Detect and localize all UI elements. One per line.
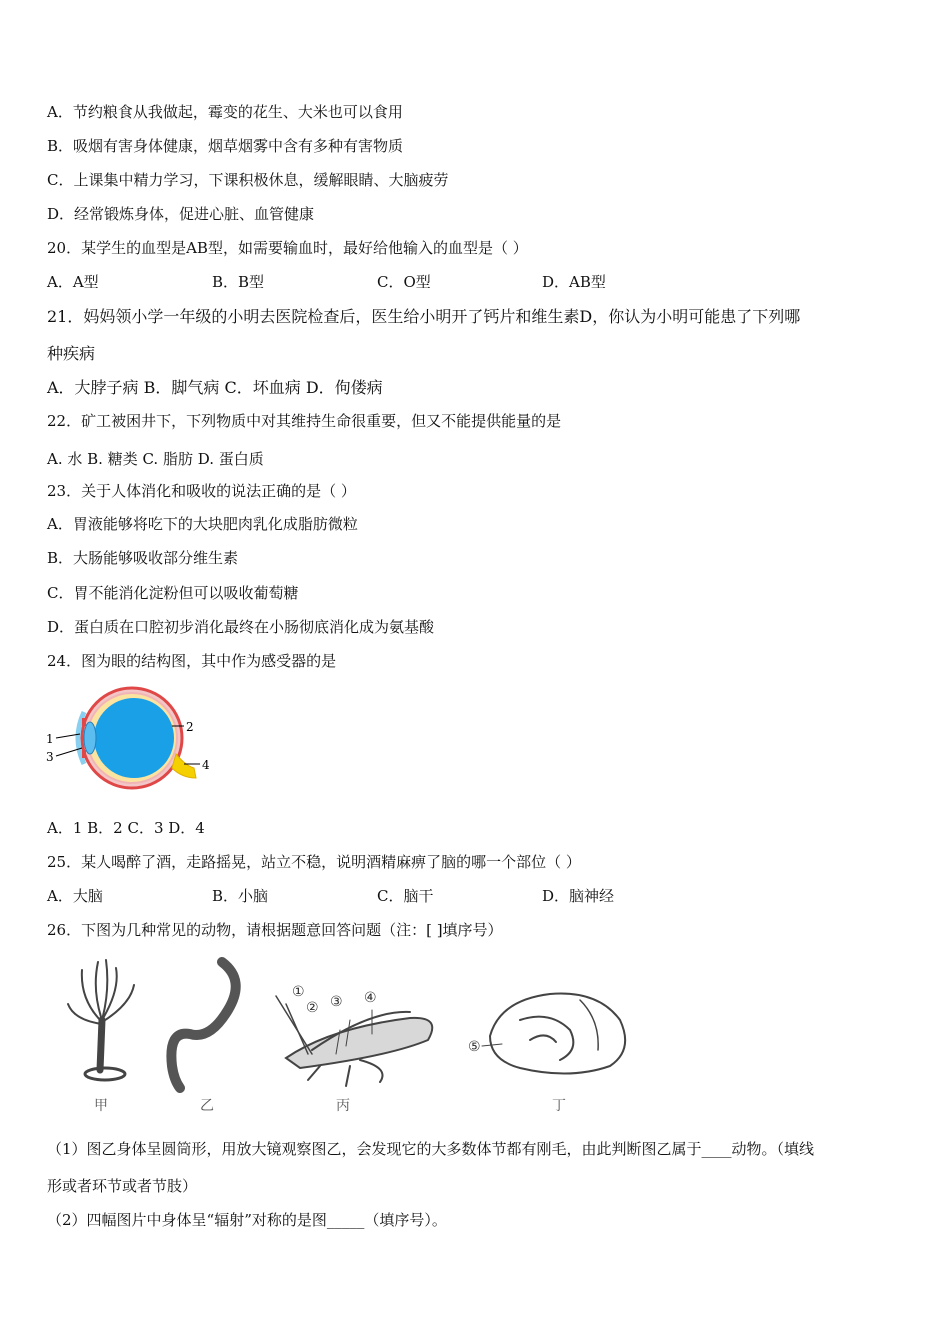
- q20-option-a: A．A型: [47, 273, 99, 291]
- grasshopper-label-3: ③: [330, 994, 343, 1010]
- q26-stem: 26．下图为几种常见的动物，请根据题意回答问题（注：[ ]填序号）: [47, 921, 503, 939]
- eye-lens: [84, 722, 96, 754]
- q20-stem: 20．某学生的血型是AB型，如需要输血时，最好给他输入的血型是（ ）: [47, 239, 528, 257]
- q25-option-b: B．小脑: [212, 887, 269, 905]
- eye-vitreous: [94, 698, 174, 778]
- animal-caption-yi: 乙: [200, 1098, 214, 1114]
- q23-option-b: B．大肠能够吸收部分维生素: [47, 549, 239, 567]
- q26-sub1-line2: 形或者环节或者节肢）: [47, 1177, 198, 1195]
- animal-caption-ding: 丁: [552, 1098, 566, 1114]
- q20-option-c: C．O型: [377, 273, 431, 291]
- animals-figure: [50, 950, 650, 1120]
- eye-label-3: 3: [46, 750, 54, 764]
- earthworm-drawing: [171, 962, 235, 1088]
- grasshopper-label-1: ①: [292, 984, 305, 1000]
- q21-options: A．大脖子病 B．脚气病 C．坏血病 D．佝偻病: [47, 378, 383, 397]
- eye-optic-nerve: [172, 754, 196, 778]
- q25-stem: 25．某人喝醉了酒，走路摇晃，站立不稳，说明酒精麻痹了脑的哪一个部位（ ）: [47, 853, 581, 871]
- snail-label-5: ⑤: [468, 1039, 481, 1055]
- q20-option-d: D．AB型: [542, 273, 606, 291]
- animal-caption-bing: 丙: [336, 1098, 350, 1114]
- q26-sub1-line1: （1）图乙身体呈圆筒形，用放大镜观察图乙，会发现它的大多数体节都有刚毛，由此判断图乙属于____动物。（填线: [47, 1140, 815, 1158]
- q22-options: A. 水 B. 糖类 C. 脂肪 D. 蛋白质: [47, 450, 264, 468]
- animal-caption-jia: 甲: [94, 1098, 108, 1114]
- eye-label-1: 1: [46, 732, 54, 746]
- eye-structure-figure: [44, 682, 214, 800]
- eye-label-4: 4: [202, 758, 210, 772]
- q19-option-d: D．经常锻炼身体，促进心脏、血管健康: [47, 205, 315, 223]
- q19-option-a: A．节约粮食从我做起，霉变的花生、大米也可以食用: [47, 103, 403, 121]
- grasshopper-drawing: [276, 996, 432, 1086]
- q25-option-a: A．大脑: [47, 887, 103, 905]
- q19-option-b: B．吸烟有害身体健康，烟草烟雾中含有多种有害物质: [47, 137, 404, 155]
- q23-option-d: D．蛋白质在口腔初步消化最终在小肠彻底消化成为氨基酸: [47, 618, 435, 636]
- q23-option-a: A．胃液能够将吃下的大块肥肉乳化成脂肪微粒: [47, 515, 358, 533]
- q21-stem-line1: 21．妈妈领小学一年级的小明去医院检查后，医生给小明开了钙片和维生素D，你认为小明可能患了下列哪: [47, 307, 801, 326]
- q23-stem: 23．关于人体消化和吸收的说法正确的是（ ）: [47, 482, 356, 500]
- q24-options: A．1 B．2 C．3 D．4: [47, 819, 205, 837]
- q25-option-d: D．脑神经: [542, 887, 615, 905]
- q26-sub2: （2）四幅图片中身体呈“辐射”对称的是图_____（填序号）。: [47, 1211, 447, 1229]
- snail-drawing: [482, 994, 625, 1074]
- q22-stem: 22．矿工被困井下，下列物质中对其维持生命很重要，但又不能提供能量的是: [47, 412, 562, 430]
- q20-option-b: B．B型: [212, 273, 265, 291]
- eye-iris-bottom: [82, 750, 86, 758]
- eye-label-2: 2: [186, 720, 194, 734]
- eye-iris-top: [82, 718, 86, 726]
- grasshopper-label-2: ②: [306, 1000, 319, 1016]
- q21-stem-line2: 种疾病: [47, 344, 96, 363]
- q24-stem: 24．图为眼的结构图，其中作为感受器的是: [47, 652, 337, 670]
- q25-option-c: C．脑干: [377, 887, 434, 905]
- q23-option-c: C．胃不能消化淀粉但可以吸收葡萄糖: [47, 584, 299, 602]
- hydra-drawing: [68, 960, 134, 1080]
- q19-option-c: C．上课集中精力学习，下课积极休息，缓解眼睛、大脑疲劳: [47, 171, 449, 189]
- grasshopper-label-4: ④: [364, 990, 377, 1006]
